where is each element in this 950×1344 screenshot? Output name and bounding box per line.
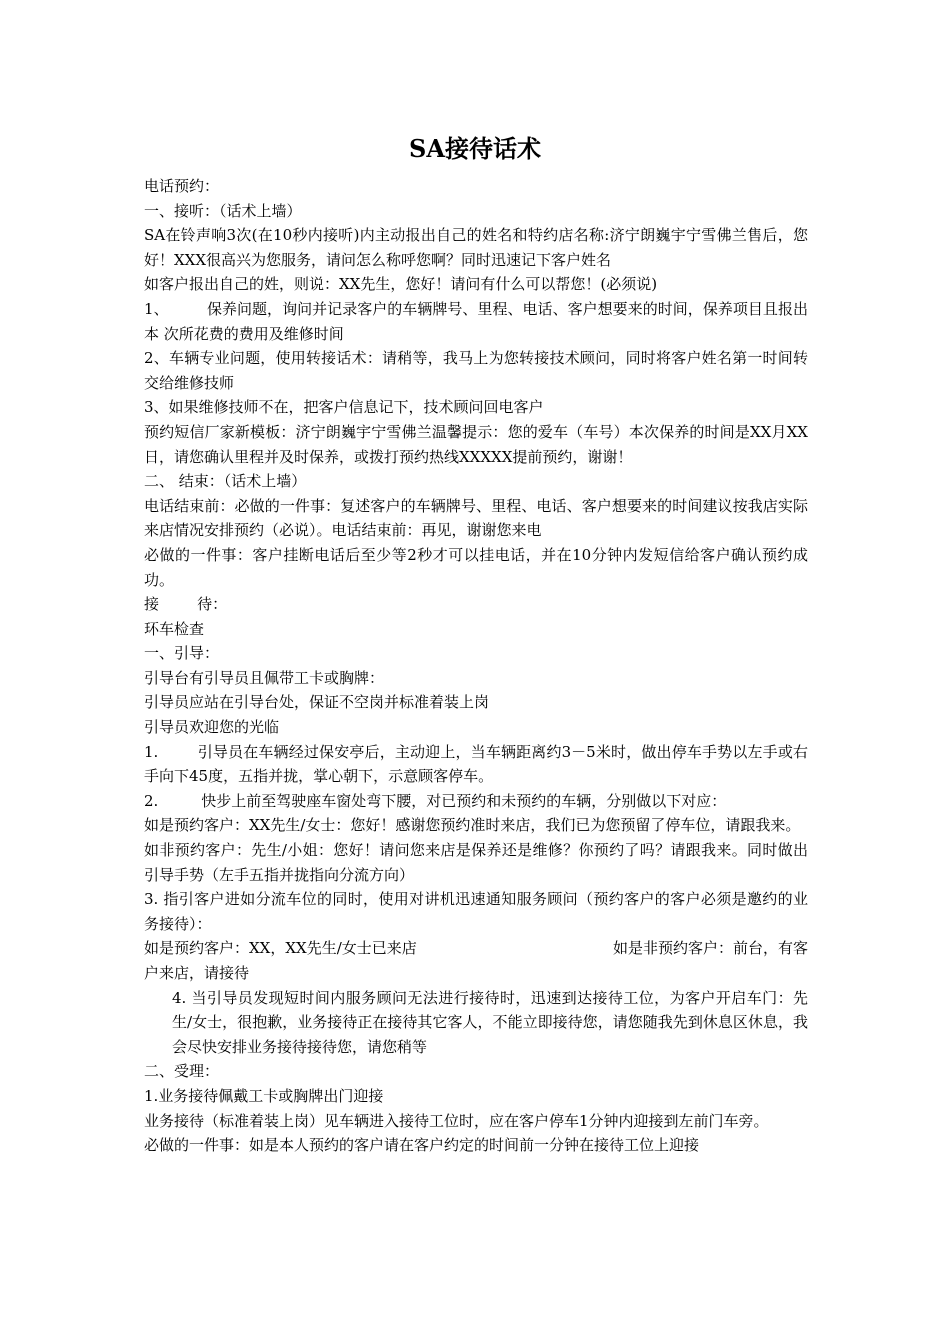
paragraph: 1、 保养问题，询问并记录客户的车辆牌号、里程、电话、客户想要来的时间，保养项目且报出本 次所花费的费用及维修时间 xyxy=(144,299,808,343)
paragraph: 3、如果维修技师不在，把客户信息记下，技术顾问回电客户 xyxy=(144,398,544,417)
page-title: SA接待话术 xyxy=(409,134,541,163)
paragraph: 预约短信厂家新模板：济宁朗巍宇宁雪佛兰温馨提示：您的爱车（车号）本次保养的时间是XX月XX日，请您确认里程并及时保养，或拨打预约热线XXXXX提前预约，谢谢！ xyxy=(144,422,808,466)
paragraph: 如客户报出自己的姓，则说：XX先生，您好！请问有什么可以帮您！(必须说) xyxy=(144,275,658,294)
paragraph: 如是预约客户：XX先生/女士：您好！感谢您预约准时来店，我们已为您预留了停车位，请跟我来。 xyxy=(144,816,801,835)
split-line xyxy=(144,936,808,961)
paragraph: 接 待： xyxy=(144,595,228,614)
paragraph: 2. 快步上前至驾驶座车窗处弯下腰，对已预约和未预约的车辆，分别做以下对应： xyxy=(144,791,727,810)
paragraph: 引导台有引导员且佩带工卡或胸牌： xyxy=(144,668,385,687)
paragraph: 户来店，请接待 xyxy=(144,964,250,982)
paragraph: 1. 引导员在车辆经过保安亭后，主动迎上，当车辆距离约3－5米时，做出停车手势以左手或右手向下45度，五指并拢，掌心朝下，示意顾客停车。 xyxy=(144,742,808,786)
paragraph: 1.业务接待佩戴工卡或胸牌出门迎接 xyxy=(144,1086,384,1105)
split-line-left: 如是预约客户：XX，XX先生/女士已来店 xyxy=(144,939,417,958)
paragraph: 二、 结束：（话术上墙） xyxy=(144,472,307,491)
paragraph: 电话预约： xyxy=(144,177,220,195)
paragraph: 二、受理： xyxy=(144,1062,220,1081)
split-line-right: 如是非预约客户：前台，有客 xyxy=(612,939,808,958)
paragraph: 一、接听：（话术上墙） xyxy=(144,201,302,220)
paragraph: 必做的一件事：如是本人预约的客户请在客户约定的时间前一分钟在接待工位上迎接 xyxy=(144,1136,700,1155)
paragraph: 一、引导： xyxy=(144,644,220,663)
paragraph: 电话结束前：必做的一件事：复述客户的车辆牌号、里程、电话、客户想要来的时间建议按我店实际来店情况安排预约（必说）。电话结束前：再见，谢谢您来电 xyxy=(144,496,808,540)
paragraph: 如非预约客户：先生/小姐：您好！请问您来店是保养还是维修？你预约了吗？请跟我来。同时做出引导手势（左手五指并拢指向分流方向） xyxy=(144,841,808,884)
paragraph: 业务接待（标准着装上岗）见车辆进入接待工位时，应在客户停车1分钟内迎接到左前门车旁。 xyxy=(144,1111,769,1130)
paragraph: 环车检查 xyxy=(144,619,205,638)
paragraph: SA在铃声响3次(在10秒内接听)内主动报出自己的姓名和特约店名称:济宁朗巍宇宁雪佛兰售后，您好！XXX很高兴为您服务，请问怎么称呼您啊？同时迅速记下客户姓名 xyxy=(144,226,808,269)
paragraph: 4. 当引导员发现短时间内服务顾问无法进行接待时，迅速到达接待工位，为客户开启车门：先生/女士，很抱歉，业务接待正在接待其它客人，不能立即接待您，请您随我先到休息区休息，我会尽快安排业务接待接待您，请您稍等 xyxy=(172,988,808,1056)
paragraph: 2、车辆专业问题，使用转接话术：请稍等，我马上为您转接技术顾问，同时将客户姓名第一时间转交给维修技师 xyxy=(144,349,808,392)
paragraph: 3. 指引客户进如分流车位的同时，使用对讲机迅速通知服务顾问（预约客户的客户必须是邀约的业务接待）： xyxy=(144,890,808,933)
paragraph: 引导员欢迎您的光临 xyxy=(144,718,280,737)
document-body xyxy=(144,174,808,1158)
paragraph: 引导员应站在引导台处，保证不空岗并标准着装上岗 xyxy=(144,693,490,712)
paragraph: 必做的一件事：客户挂断电话后至少等2秒才可以挂电话，并在10分钟内发短信给客户确认预约成功。 xyxy=(144,545,808,589)
